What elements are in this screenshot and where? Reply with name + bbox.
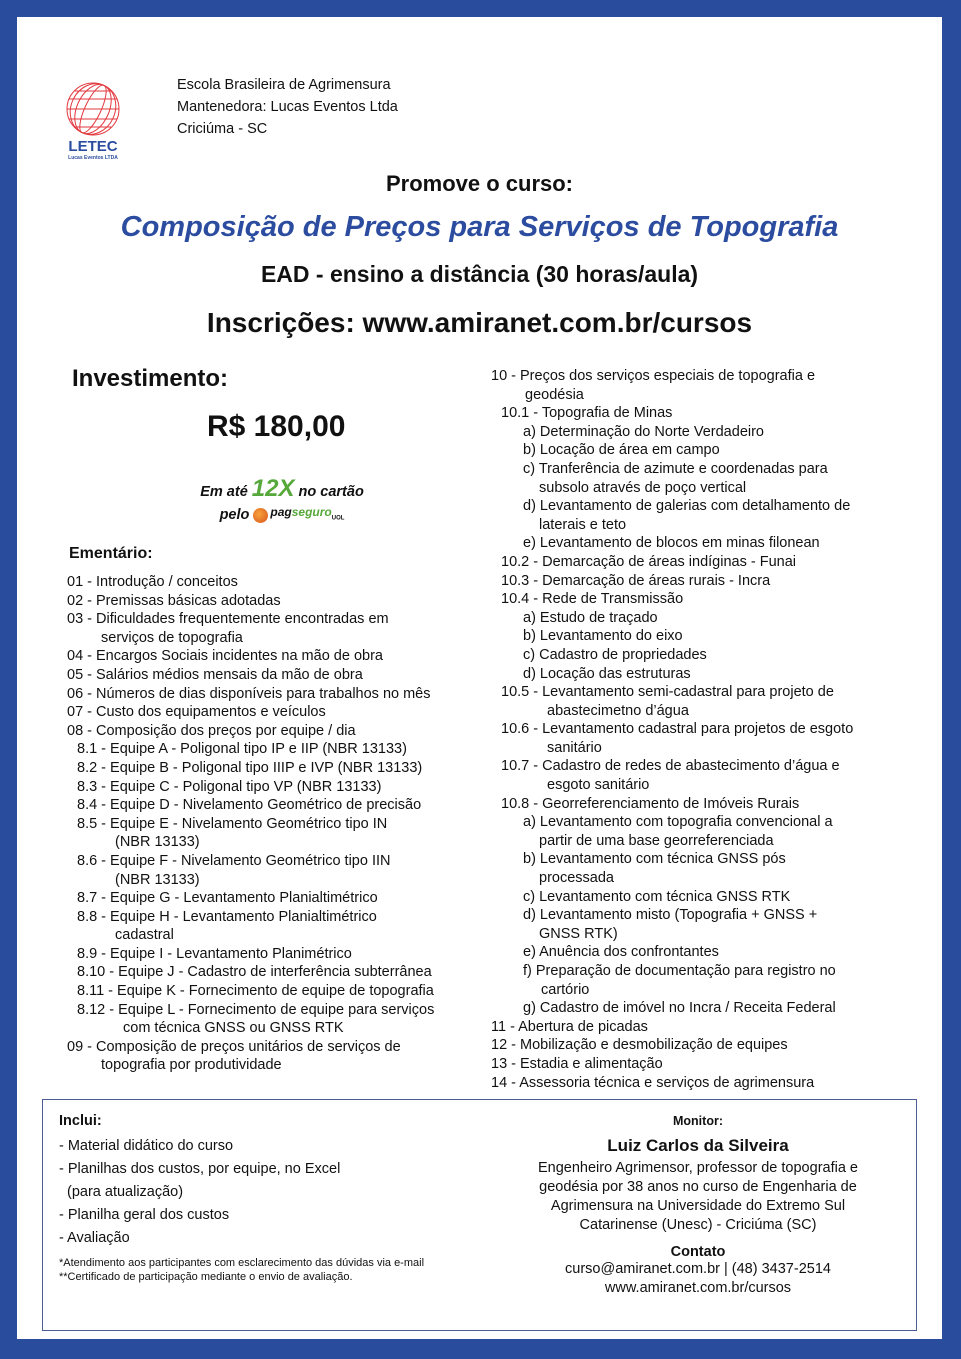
school-maintainer: Mantenedora: Lucas Eventos Ltda [177,99,398,115]
syllabus-item: 8.10 - Equipe J - Cadastro de interferência subterrânea [77,964,432,981]
syllabus-item: b) Levantamento com técnica GNSS pós [523,851,786,868]
syllabus-item: f) Preparação de documentação para registro no [523,963,836,979]
monitor-label: Monitor: [673,1114,723,1128]
school-name: Escola Brasileira de Agrimensura [177,77,391,93]
support-note: *Atendimento aos participantes com esclarecimento das dúvidas via e-mail [59,1257,425,1269]
syllabus-item: 04 - Encargos Sociais incidentes na mão de obra [67,648,383,665]
ementario-label: Ementário: [69,545,153,562]
flyer-page [17,17,942,1339]
monitor-name: Luiz Carlos da Silveira [607,1136,789,1155]
includes-section [59,1113,479,1284]
syllabus-item: 07 - Custo dos equipamentos e veículos [67,704,326,721]
syllabus-item: a) Estudo de traçado [523,609,658,626]
syllabus-item: 09 - Composição de preços unitários de serviços de [67,1038,401,1055]
logo-text: LETEC [68,138,118,155]
installments-prefix: Em até [200,484,248,500]
syllabus-item: 8.12 - Equipe L - Fornecimento de equipe para serviços [77,1001,435,1018]
syllabus-item: GNSS RTK) [539,925,618,942]
monitor-section [498,1114,898,1298]
syllabus-item: 10.2 - Demarcação de áreas indíginas - Funai [501,553,796,570]
syllabus-item: b) Locação de área em campo [523,442,720,459]
syllabus-item: c) Cadastro de propriedades [523,646,707,663]
includes-item: - Planilha geral dos custos [59,1207,230,1223]
includes-label: Inclui: [59,1113,102,1129]
syllabus-item: 13 - Estadia e alimentação [491,1055,663,1072]
syllabus-item: sanitário [547,739,602,756]
investment-label: Investimento: [72,365,229,392]
bio-line: Agrimensura na Universidade do Extremo Sul [550,1198,846,1214]
syllabus-item: e) Anuência dos confrontantes [523,944,719,961]
info-box [42,1099,917,1331]
syllabus-item: 10.5 - Levantamento semi-cadastral para projeto de [501,684,834,701]
syllabus-item: (NBR 13133) [115,834,200,851]
syllabus-item: abastecimetno d’água [547,702,689,719]
syllabus-item: 10.4 - Rede de Transmissão [501,591,684,608]
syllabus-item: 08 - Composição dos preços por equipe / dia [67,722,356,739]
syllabus-item: 01 - Introdução / conceitos [67,574,238,590]
syllabus-item: 8.2 - Equipe B - Poligonal tipo IIIP e IVP (NBR 13133) [77,759,423,776]
syllabus-item: subsolo através de poço vertical [539,479,747,496]
school-location: Criciúma - SC [177,121,268,137]
bio-line: Catarinense (Unesc) - Criciúma (SC) [579,1217,817,1233]
syllabus-item: geodésia [525,386,584,403]
installments-info [192,475,372,528]
syllabus-item: b) Levantamento do eixo [523,628,683,645]
promove-heading: Promove o curso: [385,171,574,196]
pagseguro-seguro: seguro [291,505,332,519]
pagseguro-pag: pag [270,505,292,519]
includes-item: - Material didático do curso [59,1138,234,1154]
course-mode: EAD - ensino a distância (30 horas/aula) [260,261,699,287]
includes-item: (para atualização) [67,1184,184,1200]
syllabus-item: c) Tranferência de azimute e coordenadas para [523,460,828,477]
syllabus-item: serviços de topografia [101,629,243,646]
syllabus-item: com técnica GNSS ou GNSS RTK [123,1020,344,1037]
syllabus-item: cartório [541,981,590,998]
includes-item: - Planilhas dos custos, por equipe, no Excel [59,1161,341,1177]
installments-suffix: no cartão [298,484,364,500]
syllabus-item: partir de uma base georreferenciada [539,832,774,849]
globe-icon [62,81,124,161]
syllabus-item: 14 - Assessoria técnica e serviços de agrimensura [491,1074,815,1091]
syllabus-item: 8.5 - Equipe E - Nivelamento Geométrico tipo IN [77,815,388,832]
course-price: R$ 180,00 [207,410,346,443]
syllabus-item: 05 - Salários médios mensais da mão de obra [67,666,363,683]
syllabus-item: 10.7 - Cadastro de redes de abastecimento d’água e [501,758,840,775]
contact-label: Contato [670,1244,726,1260]
syllabus-item: c) Levantamento com técnica GNSS RTK [523,888,791,905]
syllabus-left-column [67,573,434,1075]
syllabus-item: e) Levantamento de blocos em minas filonean [523,535,820,552]
syllabus-item: 8.4 - Equipe D - Nivelamento Geométrico de precisão [77,797,422,814]
letec-logo [62,81,124,161]
syllabus-item: 10.3 - Demarcação de áreas rurais - Incra [501,572,771,589]
contact-email-phone[interactable]: curso@amiranet.com.br | (48) 3437-2514 [565,1261,831,1277]
syllabus-item: 10.6 - Levantamento cadastral para projetos de esgoto [501,721,854,738]
contact-website[interactable]: www.amiranet.com.br/cursos [604,1280,792,1296]
syllabus-item: 03 - Dificuldades frequentemente encontradas em [67,611,389,628]
installments-via: pelo [219,507,250,524]
logo-subtitle: Lucas Eventos LTDA [68,155,118,161]
syllabus-item: d) Levantamento de galerias com detalhamento de [523,498,851,515]
syllabus-item: 8.9 - Equipe I - Levantamento Planimétrico [77,945,352,962]
bio-line: geodésia por 38 anos no curso de Engenharia de [539,1179,857,1195]
syllabus-item: 8.7 - Equipe G - Levantamento Planialtimétrico [77,890,378,907]
syllabus-item: laterais e teto [539,516,627,533]
syllabus-item: g) Cadastro de imóvel no Incra / Receita Federal [523,1000,836,1017]
syllabus-item: esgoto sanitário [547,777,650,794]
syllabus-item: topografia por produtividade [101,1057,282,1074]
syllabus-item: 8.11 - Equipe K - Fornecimento de equipe de topografia [77,983,434,1000]
syllabus-right-column [491,367,853,1092]
syllabus-item: processada [539,870,614,887]
syllabus-item: 8.8 - Equipe H - Levantamento Planialtimétrico [77,908,377,925]
includes-item: - Avaliação [59,1230,130,1246]
pagseguro-coin-icon [253,508,268,523]
school-info [177,74,398,140]
syllabus-item: cadastral [115,927,174,944]
syllabus-item: 10 - Preços dos serviços especiais de topografia e [491,368,816,384]
syllabus-item: 11 - Abertura de picadas [491,1018,648,1035]
syllabus-item: (NBR 13133) [115,871,200,888]
registration-link[interactable]: Inscrições: www.amiranet.com.br/cursos [206,307,753,338]
syllabus-item: 8.6 - Equipe F - Nivelamento Geométrico tipo IIN [77,852,391,869]
certificate-note: **Certificado de participação mediante o envio de avaliação. [59,1271,353,1283]
installments-count: 12X [251,475,295,502]
monitor-bio [498,1159,898,1235]
syllabus-item: d) Locação das estruturas [523,665,691,682]
pagseguro-logo [253,502,344,528]
syllabus-item: 10.1 - Topografia de Minas [501,405,673,422]
syllabus-item: a) Determinação do Norte Verdadeiro [523,423,764,440]
syllabus-item: d) Levantamento misto (Topografia + GNSS + [523,907,818,924]
syllabus-item: a) Levantamento com topografia convencional a [523,814,833,831]
course-title: Composição de Preços para Serviços de Topografia [120,211,839,243]
bio-line: Engenheiro Agrimensor, professor de topografia e [537,1160,858,1176]
syllabus-item: 06 - Números de dias disponíveis para trabalhos no mês [67,685,431,702]
syllabus-item: 12 - Mobilização e desmobilização de equipes [491,1037,788,1054]
syllabus-item: 10.8 - Georreferenciamento de Imóveis Rurais [501,795,800,812]
pagseguro-uol: UOL [331,515,345,522]
syllabus-item: 02 - Premissas básicas adotadas [67,592,281,609]
syllabus-item: 8.3 - Equipe C - Poligonal tipo VP (NBR 13133) [77,778,382,795]
syllabus-item: 8.1 - Equipe A - Poligonal tipo IP e IIP (NBR 13133) [77,741,407,758]
